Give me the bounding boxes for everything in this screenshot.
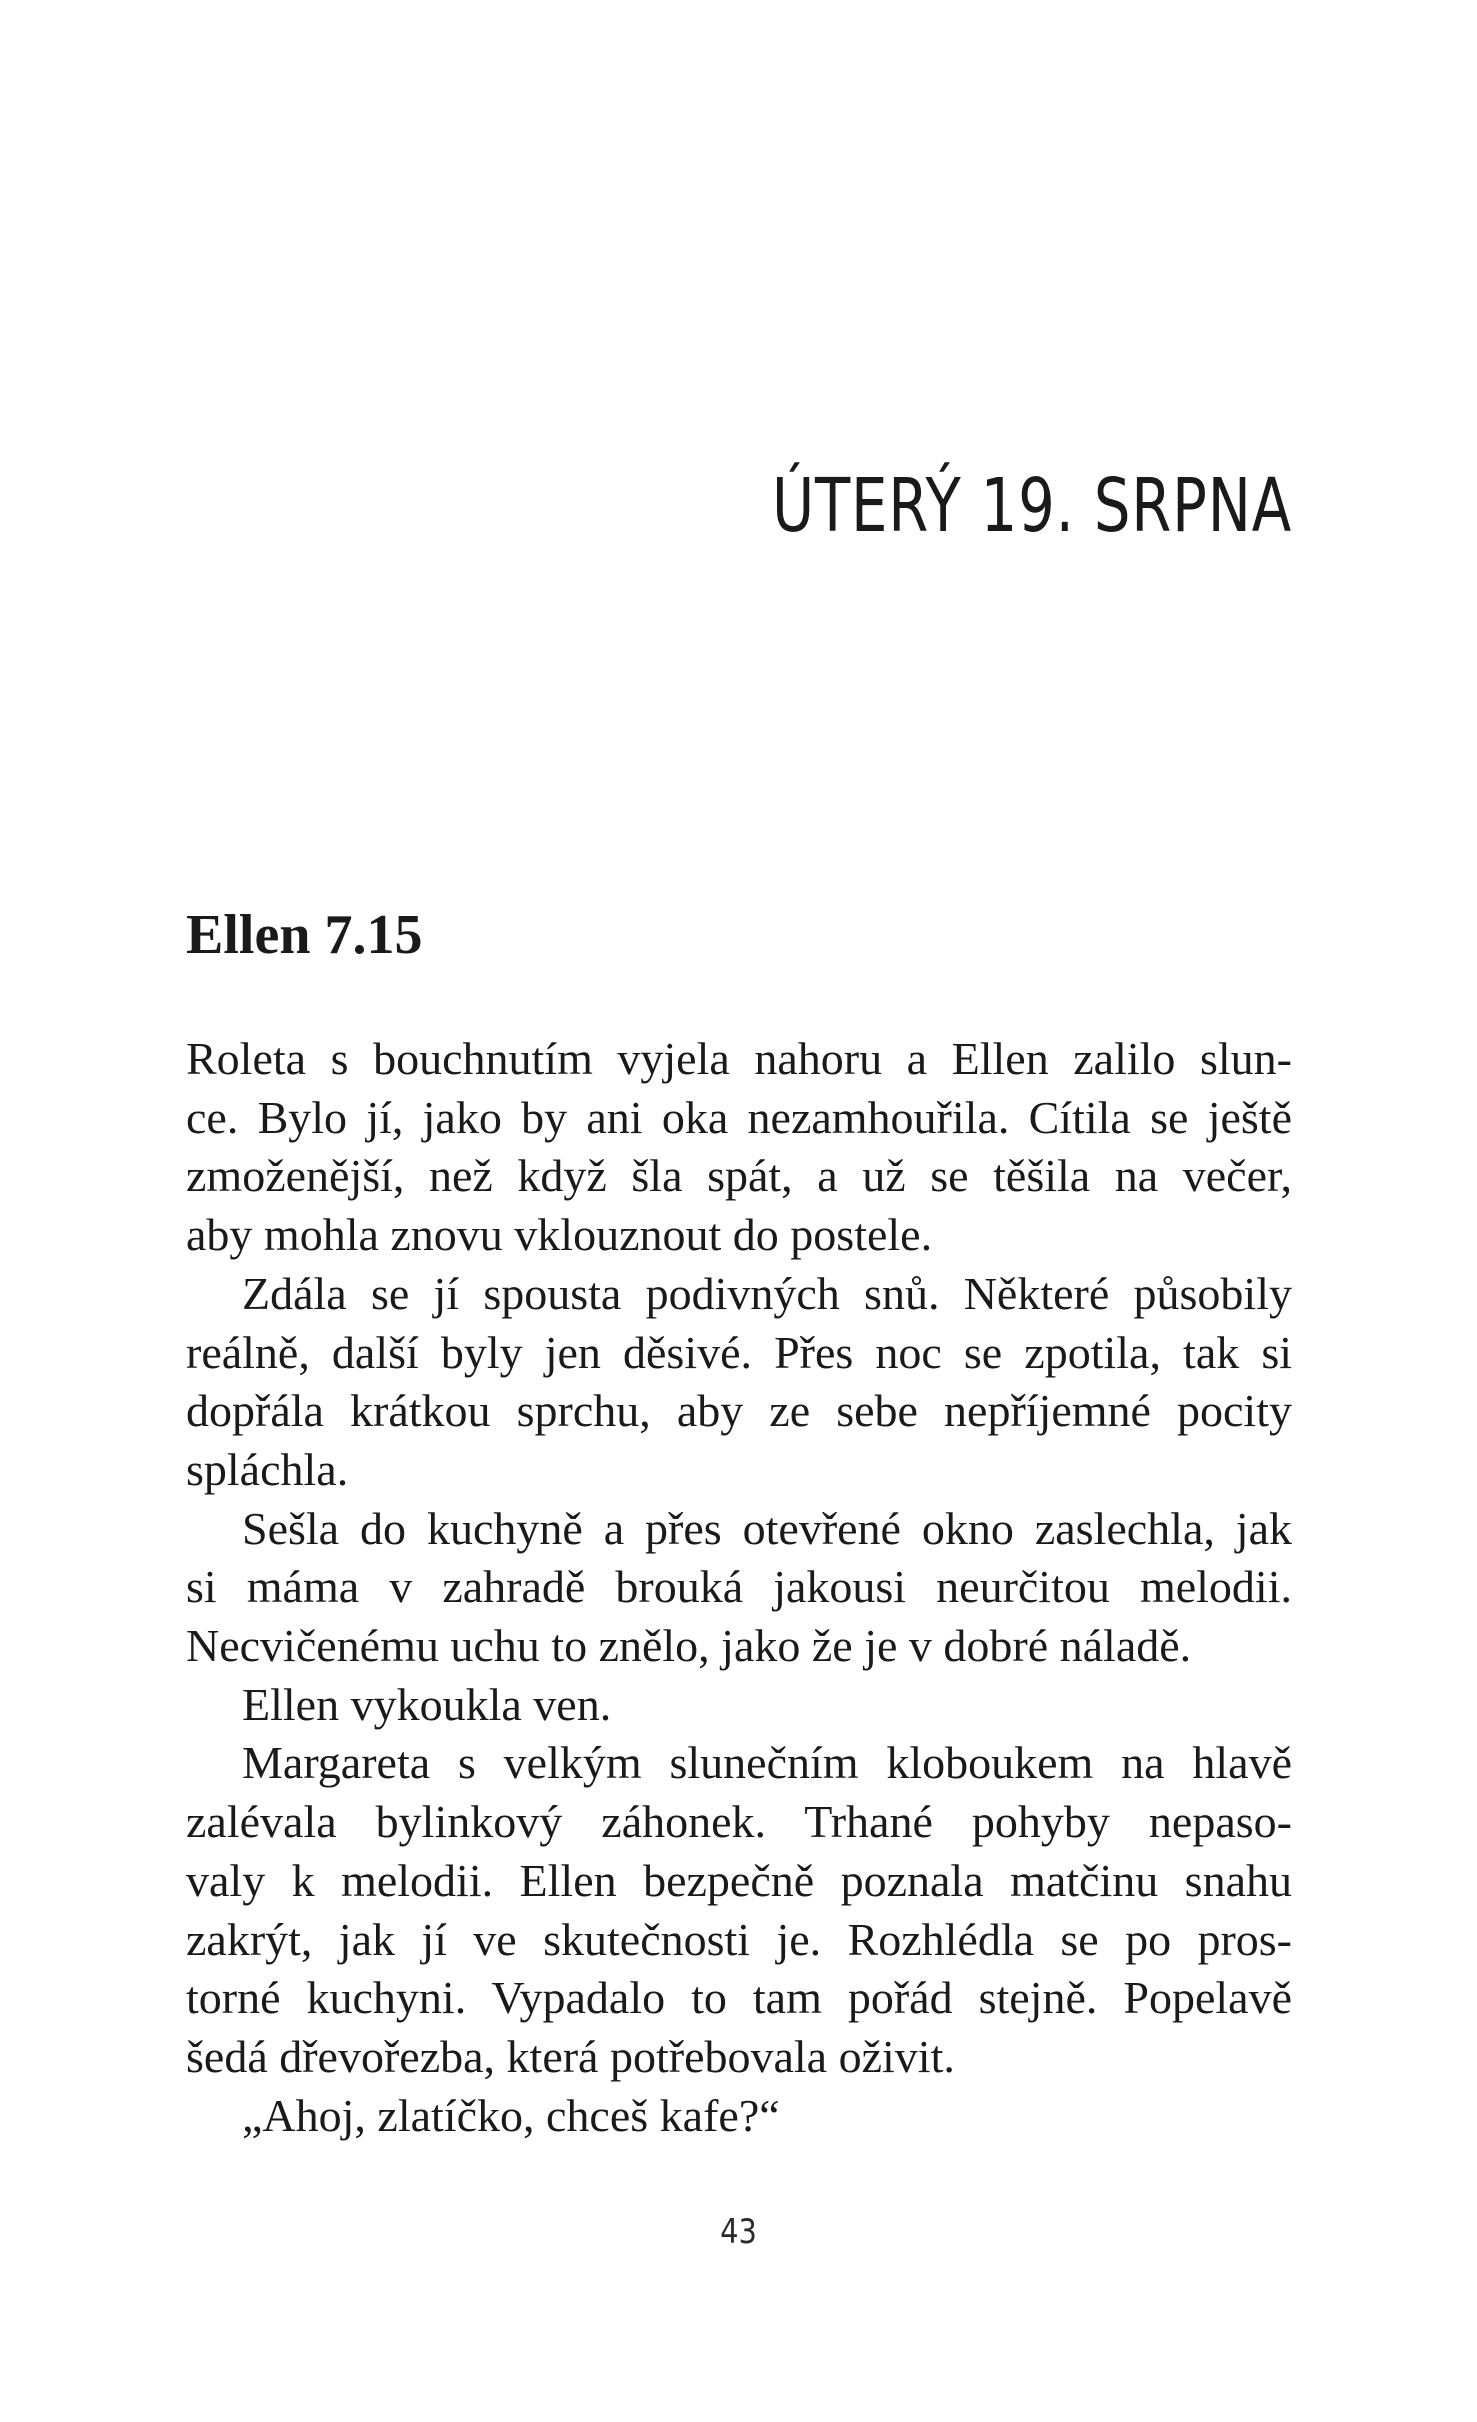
text-line: Ellen vykoukla ven.: [242, 1678, 612, 1730]
text-line: reálně, další byly jen děsivé. Přes noc se zpotila, tak si: [186, 1326, 1292, 1378]
text-line: zalévala bylinkový záhonek. Trhané pohyby nepaso-: [186, 1796, 1292, 1848]
body-text: [186, 1030, 1292, 2145]
text-line: Necvičenému uchu to znělo, jako že je v dobré náladě.: [186, 1620, 1192, 1672]
text-line: Roleta s bouchnutím vyjela nahoru a Ellen zalilo slun-: [186, 1033, 1292, 1084]
text-line: šedá dřevořezba, která potřebovala oživit.: [186, 2030, 955, 2082]
text-line: si máma v zahradě brouká jakousi neurčitou melodii.: [186, 1561, 1292, 1613]
chapter-title: ÚTERÝ 19. SRPNA: [771, 463, 1292, 549]
text-line: zakrýt, jak jí ve skutečnosti je. Rozhlédla se po pros-: [186, 1913, 1292, 1965]
text-line: zmoženější, než když šla spát, a už se těšila na večer,: [186, 1150, 1292, 1202]
text-line: ce. Bylo jí, jako by ani oka nezamhouřila. Cítila se ještě: [186, 1091, 1292, 1143]
text-line: Margareta s velkým slunečním kloboukem na hlavě: [242, 1737, 1292, 1789]
text-line: valy k melodii. Ellen bezpečně poznala matčinu snahu: [186, 1854, 1292, 1906]
text-line: Sešla do kuchyně a přes otevřené okno zaslechla, jak: [242, 1502, 1292, 1554]
text-line: spláchla.: [186, 1443, 349, 1495]
text-line: Zdála se jí spousta podivných snů. Některé působily: [242, 1267, 1292, 1319]
section-heading: Ellen 7.15: [186, 904, 423, 966]
page-number: 43: [720, 2212, 757, 2252]
text-line: dopřála krátkou sprchu, aby ze sebe nepříjemné pocity: [186, 1385, 1292, 1437]
text-line: torné kuchyni. Vypadalo to tam pořád stejně. Popelavě: [186, 1972, 1292, 2024]
text-line: „Ahoj, zlatíčko, chceš kafe?“: [242, 2089, 780, 2141]
text-line: aby mohla znovu vklouznout do postele.: [186, 1209, 933, 1261]
